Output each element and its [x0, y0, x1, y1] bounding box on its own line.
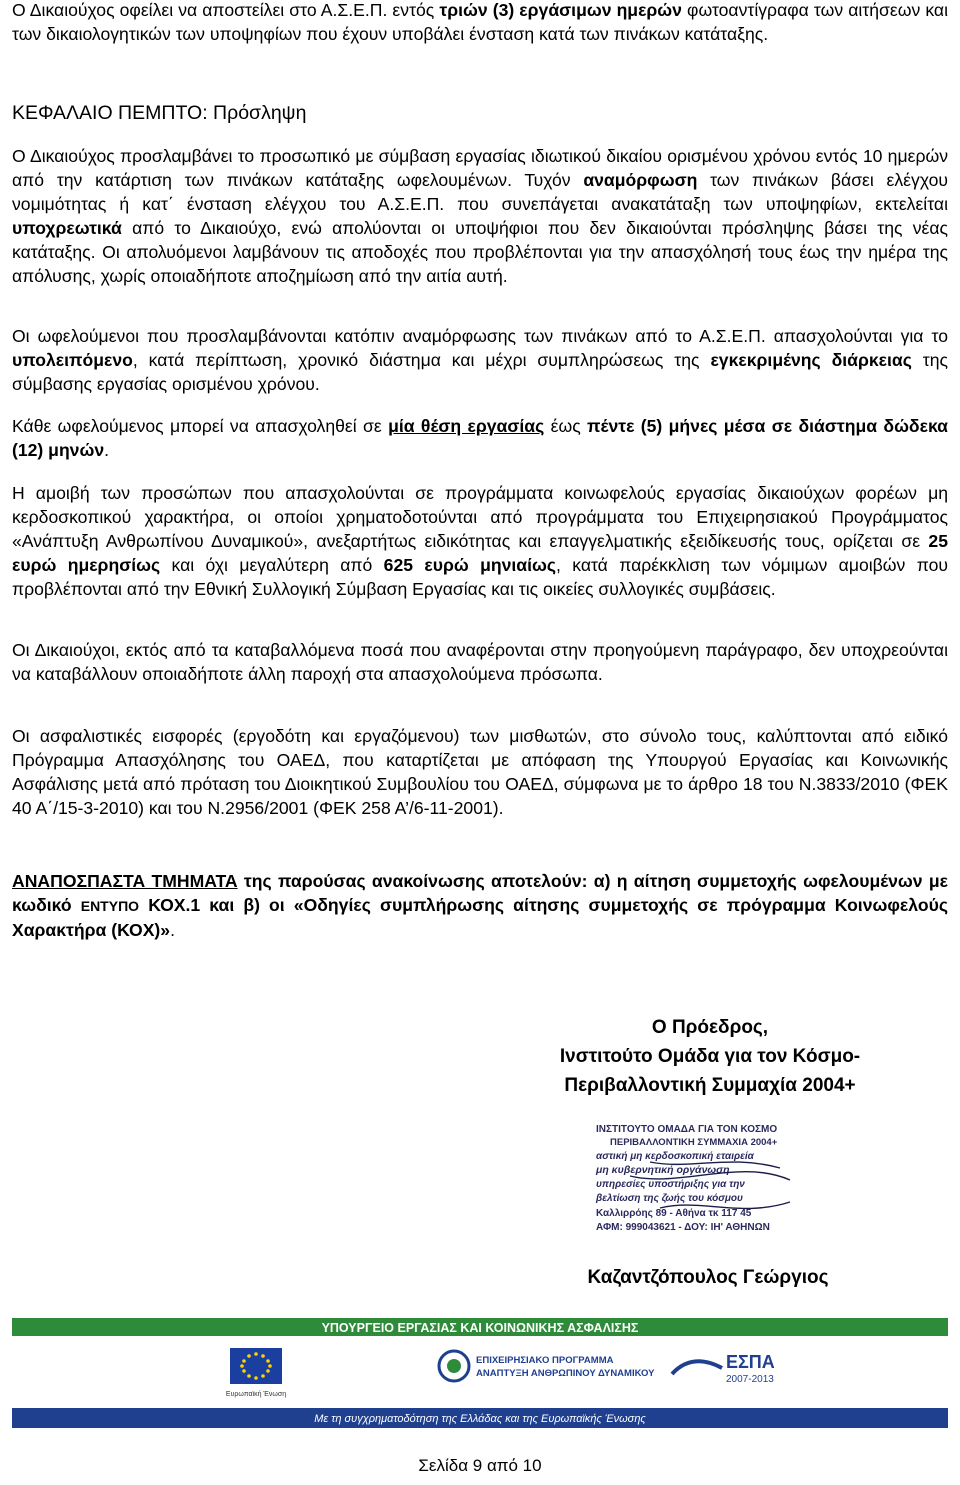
signature-org-line1: Ινστιτούτο Ομάδα για τον Κόσμο- — [559, 1046, 861, 1067]
signature-org-line2: Περιβαλλοντική Συμμαχία 2004+ — [564, 1075, 856, 1096]
paragraph-no-other-benefits: Οι Δικαιούχοι, εκτός από τα καταβαλλόμενα ποσά που αναφέρονται στην προηγούμενη παράγραφο, δεν υποχρεούνται να καταβάλλουν οποιαδήποτε άλλη παροχή στα απασχολούμενα πρόσωπα. — [12, 640, 948, 684]
paragraph-insurance: Οι ασφαλιστικές εισφορές (εργοδότη και εργαζόμενου) των μισθωτών, στο σύνολο τους, καλύπτονται από ειδικό Πρόγραμμα Απασχόλησης του ΟΑΕΔ, που καταρτίζεται με απόφαση της Υπουργού Εργασίας και Κοινωνικής Ασφάλισης μετά από πρόταση του Διοικητικού Συμβουλίου του ΟΑΕΔ, σύμφωνα με το άρθρο 18 του Ν.3833/2010 (ΦΕΚ 40 Α΄/15-3-2010) και του Ν.2956/2001 (ΦΕΚ 258 Α’/6-11-2001). — [12, 726, 948, 818]
cofinance-text: Με τη συγχρηματοδότηση της Ελλάδας και της Ευρωπαϊκής Ένωσης — [314, 1413, 646, 1425]
stamp-line-4: μη κυβερνητική οργάνωση — [596, 1164, 730, 1176]
organization-stamp — [590, 1118, 822, 1246]
eu-caption: Ευρωπαϊκή Ένωση — [225, 1391, 287, 1398]
op-line-2: ΑΝΑΠΤΥΞΗ ΑΝΘΡΩΠΙΝΟΥ ΔΥΝΑΜΙΚΟΥ — [476, 1368, 655, 1379]
page-number: Σελίδα 9 από 10 — [418, 1456, 542, 1475]
espa-logo — [672, 1352, 775, 1385]
paragraph-remaining-period: Οι ωφελούμενοι που προσλαμβάνονται κατόπιν αναμόρφωσης των πινάκων από το Α.Σ.Ε.Π. απασχολούνται για το υπολειπόμενο, κατά περίπτωση, χρονικό διάστημα και μέχρι συμπληρώσεως της εγκεκριμένης διάρκειας της σύμβασης εργασίας ορισμένου χρόνου. — [12, 326, 949, 394]
paragraph-asep-copies: Ο Δικαιούχος οφείλει να αποστείλει στο Α.Σ.Ε.Π. εντός τριών (3) εργάσιμων ημερών φωτοαντίγραφα των αιτήσεων και των δικαιολογητικών των υποψηφίων που έχουν υποβάλει ένσταση κατά των πινάκων κατάταξης. — [12, 0, 949, 44]
paragraph-recruitment: Ο Δικαιούχος προσλαμβάνει το προσωπικό με σύμβαση εργασίας ιδιωτικού δικαίου ορισμένου χρόνου εντός 10 ημερών από την κατάρτιση των πινάκων κατάταξης ωφελουμένων. Τυχόν αναμόρφωση των πινάκων βάσει ελέγχου νομιμότητας ή κατ΄ ένσταση ελέγχου του Α.Σ.Ε.Π. που συνεπάγεται ανακατάταξη των υποψηφίων, εκτελείται υποχρεωτικά από το Δικαιούχο, ενώ απολύονται οι υποψήφιοι που δεν δικαιούνται πρόσληψης βάσει της νέας κατάταξης. Οι απολυόμενοι λαμβάνουν τις αποδοχές που προβλέπονται για την απασχόλησή τους έως την ημέρα της απόλυσης, χωρίς οποιαδήποτε αποζημίωση από την αιτία αυτή. — [12, 146, 948, 286]
stamp-line-7: Καλλιρρόης 89 - Αθήνα τκ 117 45 — [596, 1208, 752, 1219]
espa-swoosh-icon — [672, 1361, 722, 1374]
stamp-line-6: βελτίωση της ζωής του κόσμου — [596, 1193, 743, 1204]
stamp-line-5: υπηρεσίες υποστήριξης για την — [596, 1179, 745, 1190]
paragraph-max-duration: Κάθε ωφελούμενος μπορεί να απασχοληθεί σε μία θέση εργασίας έως πέντε (5) μήνες μέσα σε διάστημα δώδεκα (12) μηνών. — [12, 416, 948, 460]
stamp-line-1: ΙΝΣΤΙΤΟΥΤΟ ΟΜΑΔΑ ΓΙΑ ΤΟΝ ΚΟΣΜΟ — [596, 1124, 778, 1135]
chapter-heading: ΚΕΦΑΛΑΙΟ ΠΕΜΠΤΟ: Πρόσληψη — [12, 102, 307, 124]
stamp-line-8: ΑΦΜ: 999043621 - ΔΟΥ: ΙΗ' ΑΘΗΝΩΝ — [596, 1222, 770, 1233]
paragraph-annexes: ΑΝΑΠΟΣΠΑΣΤΑ ΤΜΗΜΑΤΑ της παρούσας ανακοίνωσης αποτελούν: α) η αίτηση συμμετοχής ωφελουμένων με κωδικό ΕΝΤΥΠΟ ΚΟΧ.1 και β) οι «Οδηγίες συμπλήρωσης αίτησης συμμετοχής σε πρόγραμμα Κοινωφελούς Χαρακτήρα (ΚΟΧ)». — [12, 871, 948, 940]
espa-title: ΕΣΠΑ — [726, 1352, 775, 1372]
operational-programme-logo — [439, 1351, 655, 1381]
signature-title — [500, 1013, 920, 1100]
espa-years: 2007-2013 — [726, 1374, 774, 1385]
stamp-line-2: ΠΕΡΙΒΑΛΛΟΝΤΙΚΗ ΣΥΜΜΑΧΙΑ 2004+ — [610, 1137, 778, 1148]
op-line-1: ΕΠΙΧΕΙΡΗΣΙΑΚΟ ΠΡΟΓΡΑΜΜΑ — [476, 1355, 614, 1366]
stamp-line-3: αστική μη κερδοσκοπική εταιρεία — [596, 1151, 754, 1162]
funding-banner — [12, 1318, 948, 1433]
signatory-name: Καζαντζόπουλος Γεώργιος — [587, 1267, 829, 1288]
eu-flag-icon — [230, 1348, 282, 1384]
ministry-name: ΥΠΟΥΡΓΕΙΟ ΕΡΓΑΣΙΑΣ ΚΑΙ ΚΟΙΝΩΝΙΚΗΣ ΑΣΦΑΛΙΣΗΣ — [321, 1321, 639, 1335]
paragraph-remuneration: Η αμοιβή των προσώπων που απασχολούνται σε προγράμματα κοινωφελούς εργασίας δικαιούχων φορέων μη κερδοσκοπικού χαρακτήρα, οι οποίοι χρηματοδοτούνται από προγράμματα του Επιχειρησιακού Προγράμματος «Ανάπτυξη Ανθρωπίνου Δυναμικού», ανεξαρτήτως ειδικότητας και επαγγελματικής εξειδίκευσής τους, ορίζεται σε 25 ευρώ ημερησίως και όχι μεγαλύτερη από 625 ευρώ μηνιαίως, κατά παρέκκλιση των νόμιμων αμοιβών που προβλέπονται από την Εθνική Συλλογική Σύμβαση Εργασίας και τις οικείες συλλογικές συμβάσεις. — [12, 483, 948, 599]
signature-role: Ο Πρόεδρος, — [651, 1017, 769, 1038]
